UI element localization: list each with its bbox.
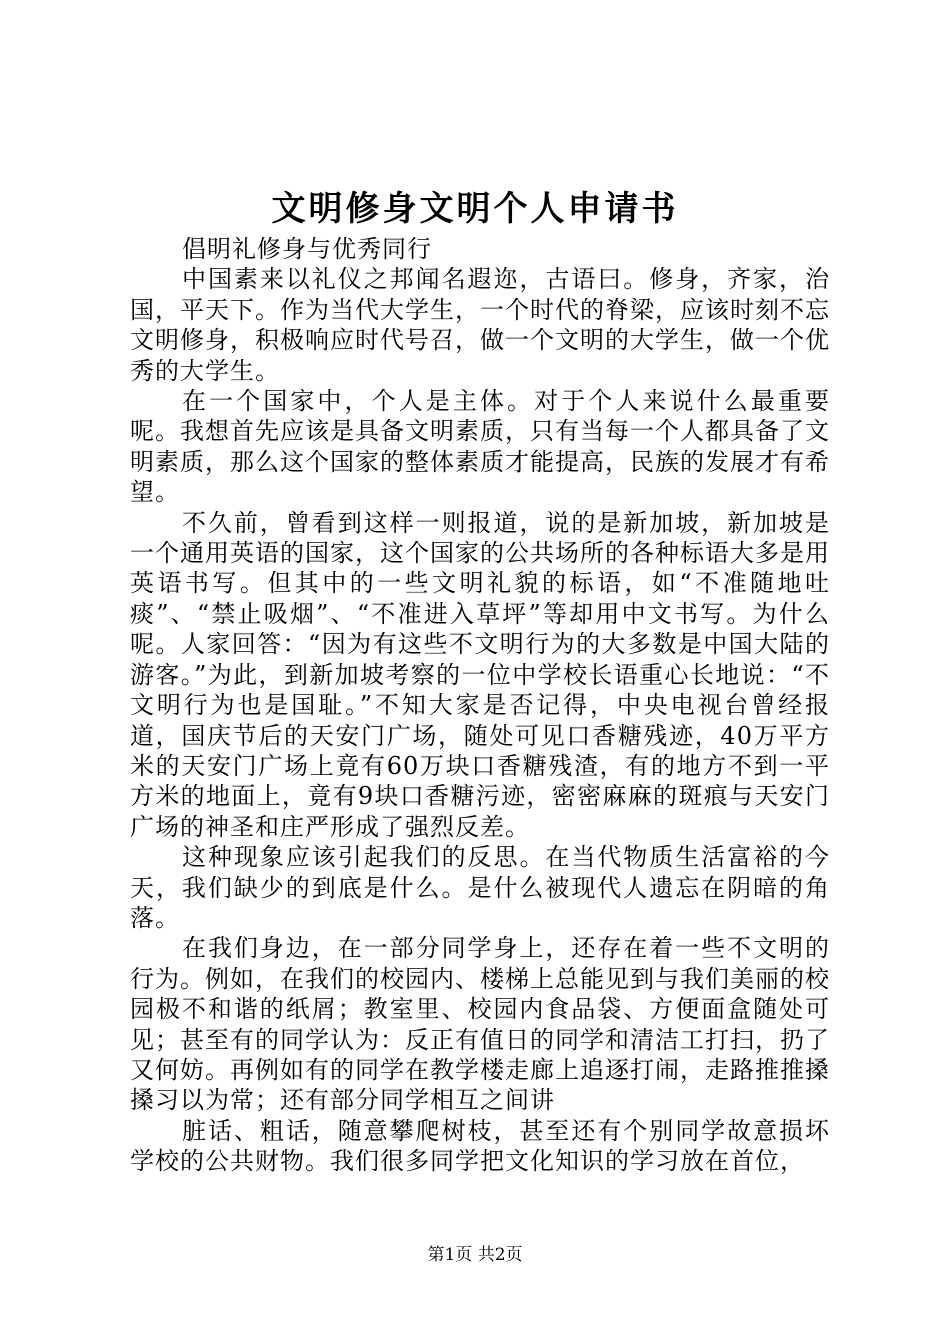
paragraph: 脏话、粗话，随意攀爬树枝，甚至还有个别同学故意损坏学校的公共财物。我们很多同学把文化知识的学习放在首位， [130,1116,830,1176]
paragraph: 中国素来以礼仪之邦闻名遐迩，古语曰。修身，齐家，治国，平天下。作为当代大学生，一个时代的脊梁，应该时刻不忘文明修身，积极响应时代号召，做一个文明的大学生，做一个优秀的大学生。 [130,265,830,385]
paragraph: 这种现象应该引起我们的反思。在当代物质生活富裕的今天，我们缺少的到底是什么。是什么被现代人遗忘在阴暗的角落。 [130,843,830,932]
page-number-footer: 第1页 共2页 [427,1245,523,1265]
paragraph: 在我们身边，在一部分同学身上，还存在着一些不文明的行为。例如，在我们的校园内、楼梯上总能见到与我们美丽的校园极不和谐的纸屑；教室里、校园内食品袋、方便面盒随处可见；甚至有的同学认为：反正有值日的同学和清洁工打扫，扔了又何妨。再例如有的同学在教学楼走廊上追逐打闹，走路推推搡搡习以为常；还有部分同学相互之间讲 [130,934,830,1115]
paragraph: 不久前，曾看到这样一则报道，说的是新加坡，新加坡是一个通用英语的国家，这个国家的公共场所的各种标语大多是用英语书写。但其中的一些文明礼貌的标语，如“不准随地吐痰”、“禁止吸烟”、“不准进入草坪”等却用中文书写。为什么呢。人家回答：“因为有这些不文明行为的大多数是中国大陆的游客。”为此，到新加坡考察的一位中学校长语重心长地说：“不文明行为也是国耻。”不知大家是否记得，中央电视台曾经报道，国庆节后的天安门广场，随处可见口香糖残迹，40万平方米的天安门广场上竟有60万块口香糖残渣，有的地方不到一平方米的地面上，竟有9块口香糖污迹，密密麻麻的斑痕与天安门广场的神圣和庄严形成了强烈反差。 [130,508,830,841]
paragraph-subtitle: 倡明礼修身与优秀同行 [182,235,432,263]
document-body [130,234,830,1177]
document-title: 文明修身文明个人申请书 [271,189,679,229]
paragraph: 在一个国家中，个人是主体。对于个人来说什么最重要呢。我想首先应该是具备文明素质，只有当每一个人都具备了文明素质，那么这个国家的整体素质才能提高，民族的发展才有希望。 [130,387,830,507]
